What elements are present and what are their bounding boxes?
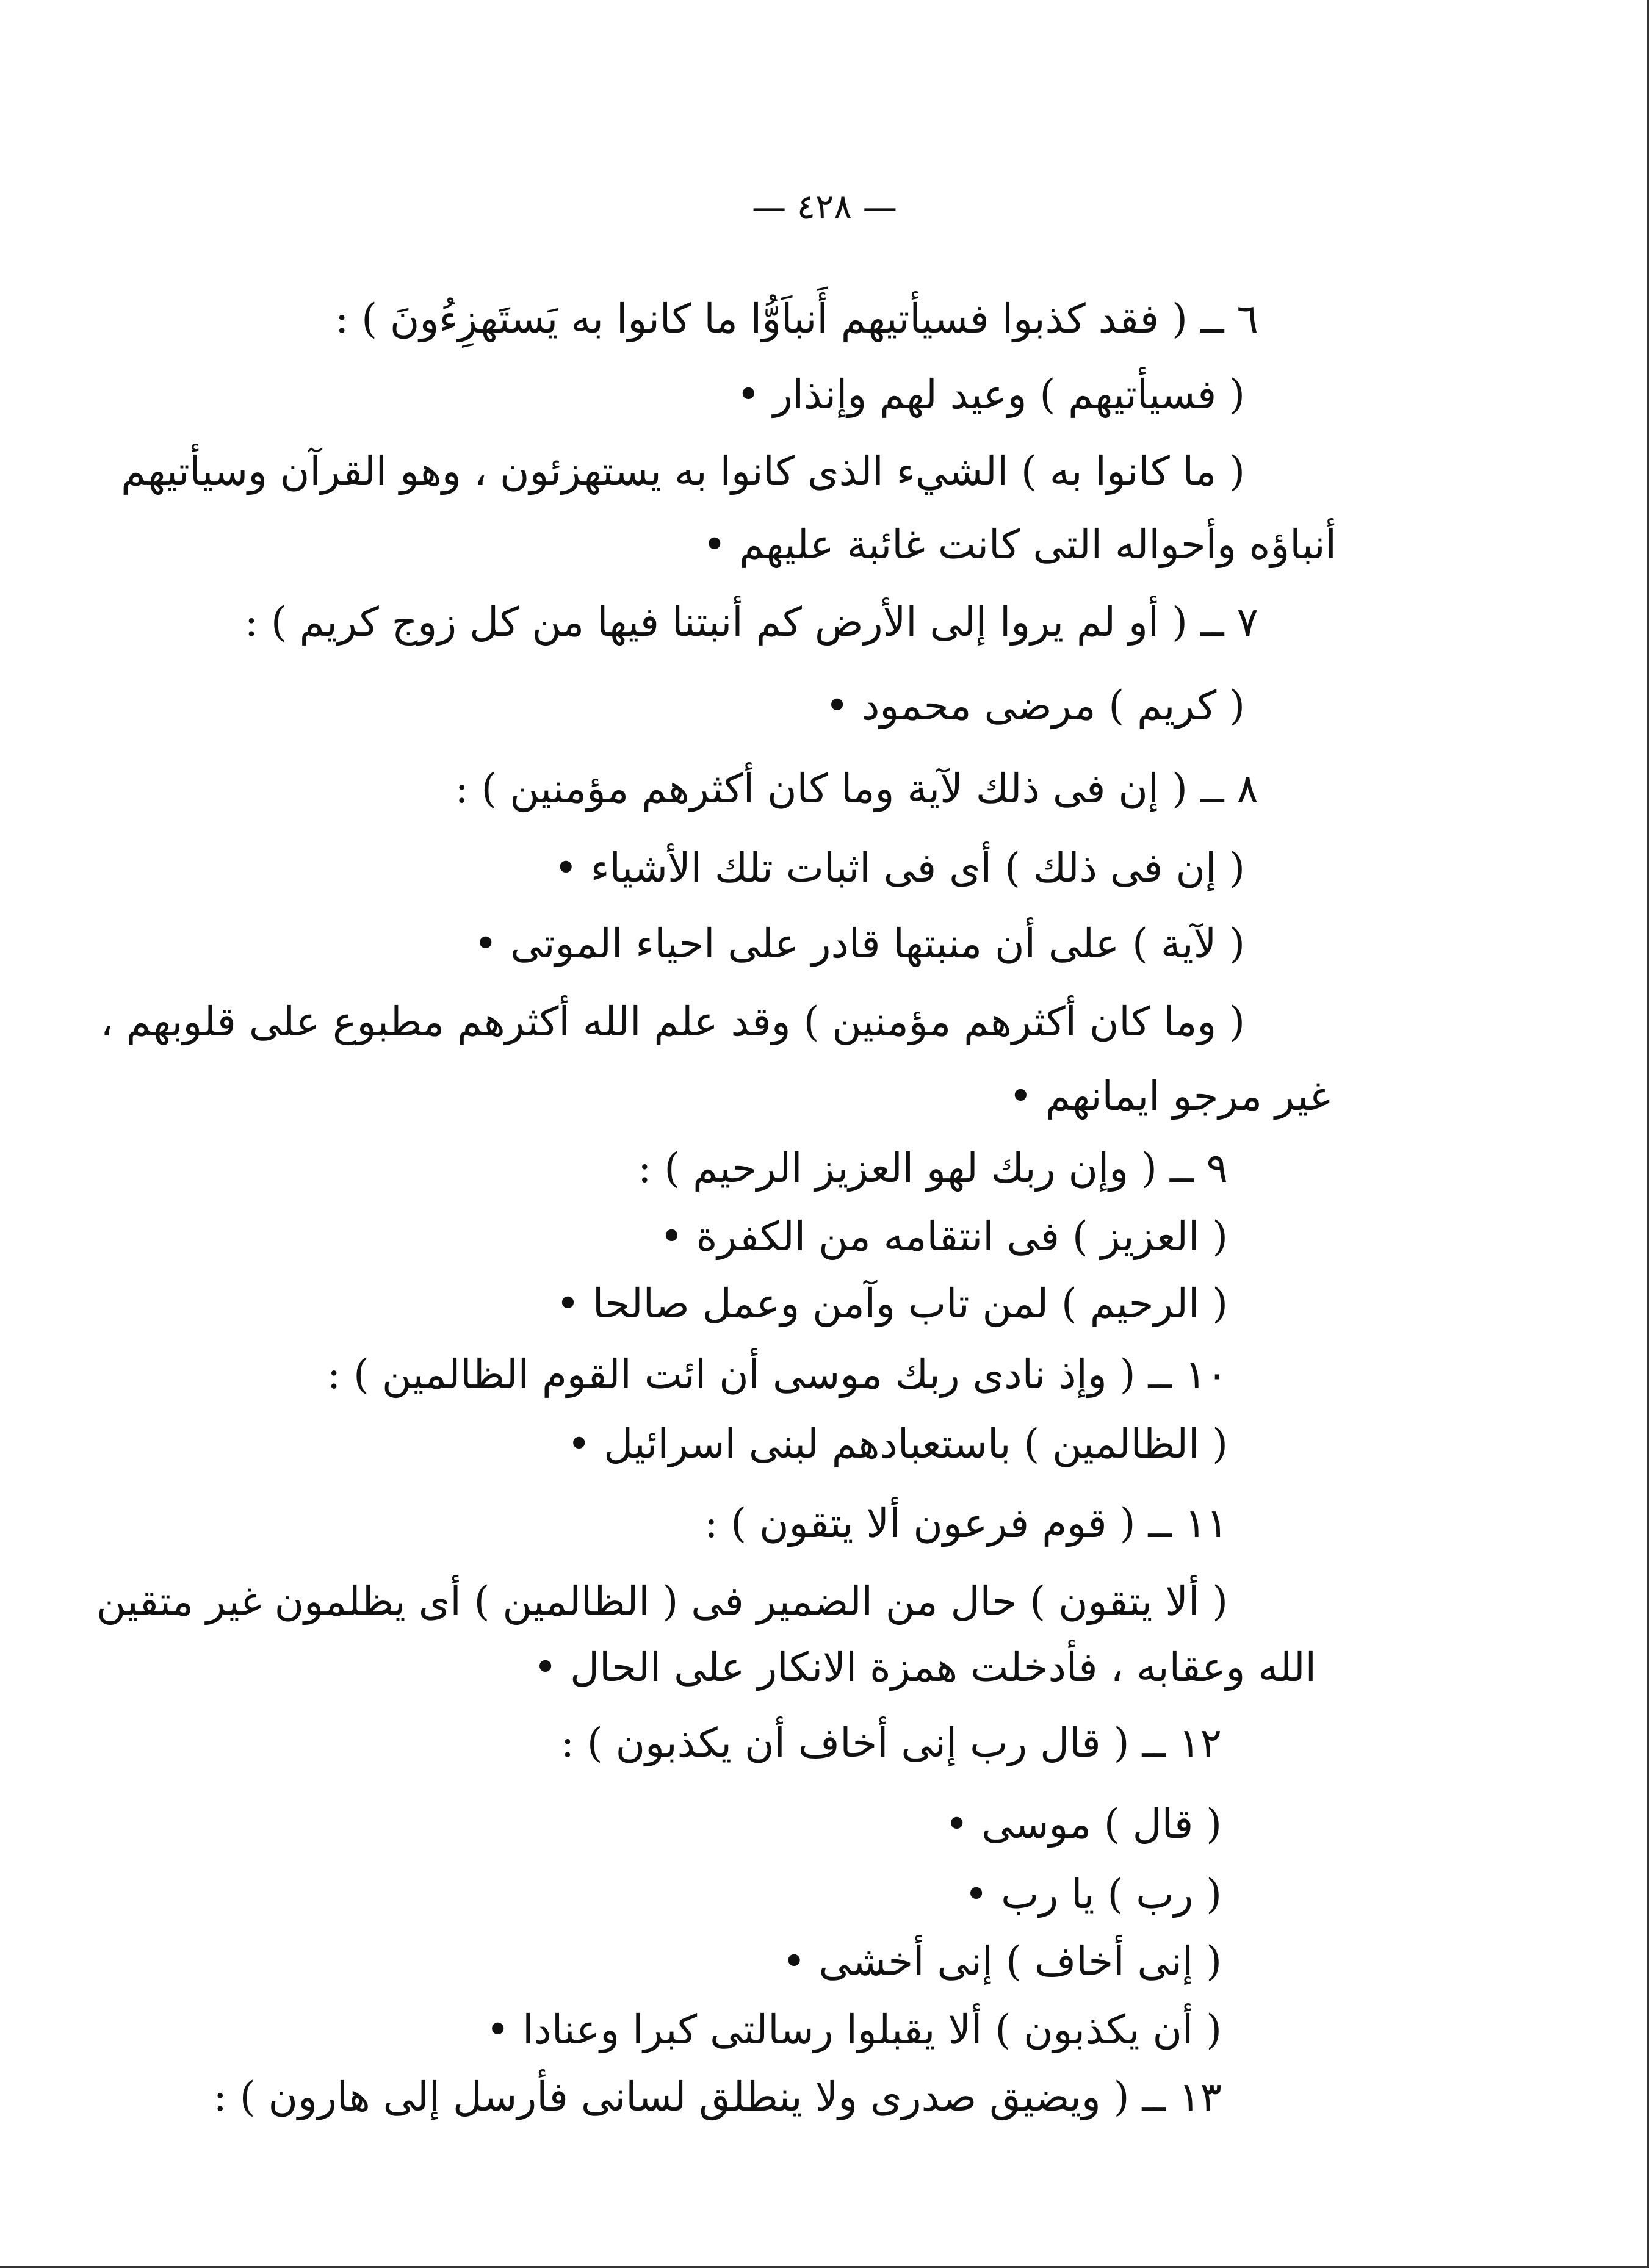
text-line: ( الظالمين ) باستعبادهم لبنى اسرائيل • <box>567 1420 1228 1467</box>
text-line: ( فسيأتيهم ) وعيد لهم وإنذار • <box>736 371 1245 418</box>
text-line: ( أن يكذبون ) ألا يقبلوا رسالتى كبرا وعنادا • <box>486 2006 1222 2053</box>
text-line: أنباؤه وأحواله التى كانت غائبة عليهم • <box>702 521 1337 568</box>
text-line: ( ما كانوا به ) الشيء الذى كانوا به يستهزئون ، وهو القرآن وسيأتيهم <box>121 448 1245 495</box>
text-line: ١٠ ــ ( وإذ نادى ربك موسى أن ائت القوم الظالمين ) : <box>327 1351 1228 1398</box>
text-line: ١١ ــ ( قوم فرعون ألا يتقون ) : <box>704 1500 1228 1547</box>
text-line: ١٣ ــ ( ويضيق صدرى ولا ينطلق لسانى فأرسل إلى هارون ) : <box>213 2073 1222 2120</box>
page-number: — ٤٢٨ — <box>752 187 897 227</box>
text-line: ( ألا يتقون ) حال من الضمير فى ( الظالمين ) أى يظلمون غير متقين <box>96 1578 1228 1625</box>
text-line: ( رب ) يا رب • <box>964 1871 1222 1918</box>
text-line: ( العزيز ) فى انتقامه من الكفرة • <box>659 1213 1228 1260</box>
text-line: ٩ ــ ( وإن ربك لهو العزيز الرحيم ) : <box>638 1145 1228 1192</box>
text-line: ( وما كان أكثرهم مؤمنين ) وقد علم الله أكثرهم مطبوع على قلوبهم ، <box>100 998 1245 1045</box>
text-line: ٧ ــ ( أو لم يروا إلى الأرض كم أنبتنا فيها من كل زوج كريم ) : <box>244 599 1258 646</box>
text-line: الله وعقابه ، فأدخلت همزة الانكار على الحال • <box>533 1644 1316 1691</box>
text-line: ( إن فى ذلك ) أى فى اثبات تلك الأشياء • <box>554 844 1245 891</box>
text-line: ( الرحيم ) لمن تاب وآمن وعمل صالحا • <box>555 1280 1228 1327</box>
text-line: ( قال ) موسى • <box>945 1801 1222 1848</box>
text-line: غير مرجو ايمانهم • <box>1008 1073 1330 1120</box>
text-line: ( كريم ) مرضى محمود • <box>825 682 1245 729</box>
text-line: ١٢ ــ ( قال رب إنى أخاف أن يكذبون ) : <box>560 1719 1222 1766</box>
text-line: ( إنى أخاف ) إنى أخشى • <box>782 1938 1222 1985</box>
text-line: ( لآية ) على أن منبتها قادر على احياء الموتى • <box>474 920 1245 967</box>
text-line: ٨ ــ ( إن فى ذلك لآية وما كان أكثرهم مؤمنين ) : <box>455 765 1258 812</box>
text-line: ٦ ــ ( فقد كذبوا فسيأتيهم أَنباَوُّا ما كانوا به يَستَهزِءُونَ ) : <box>334 295 1258 342</box>
